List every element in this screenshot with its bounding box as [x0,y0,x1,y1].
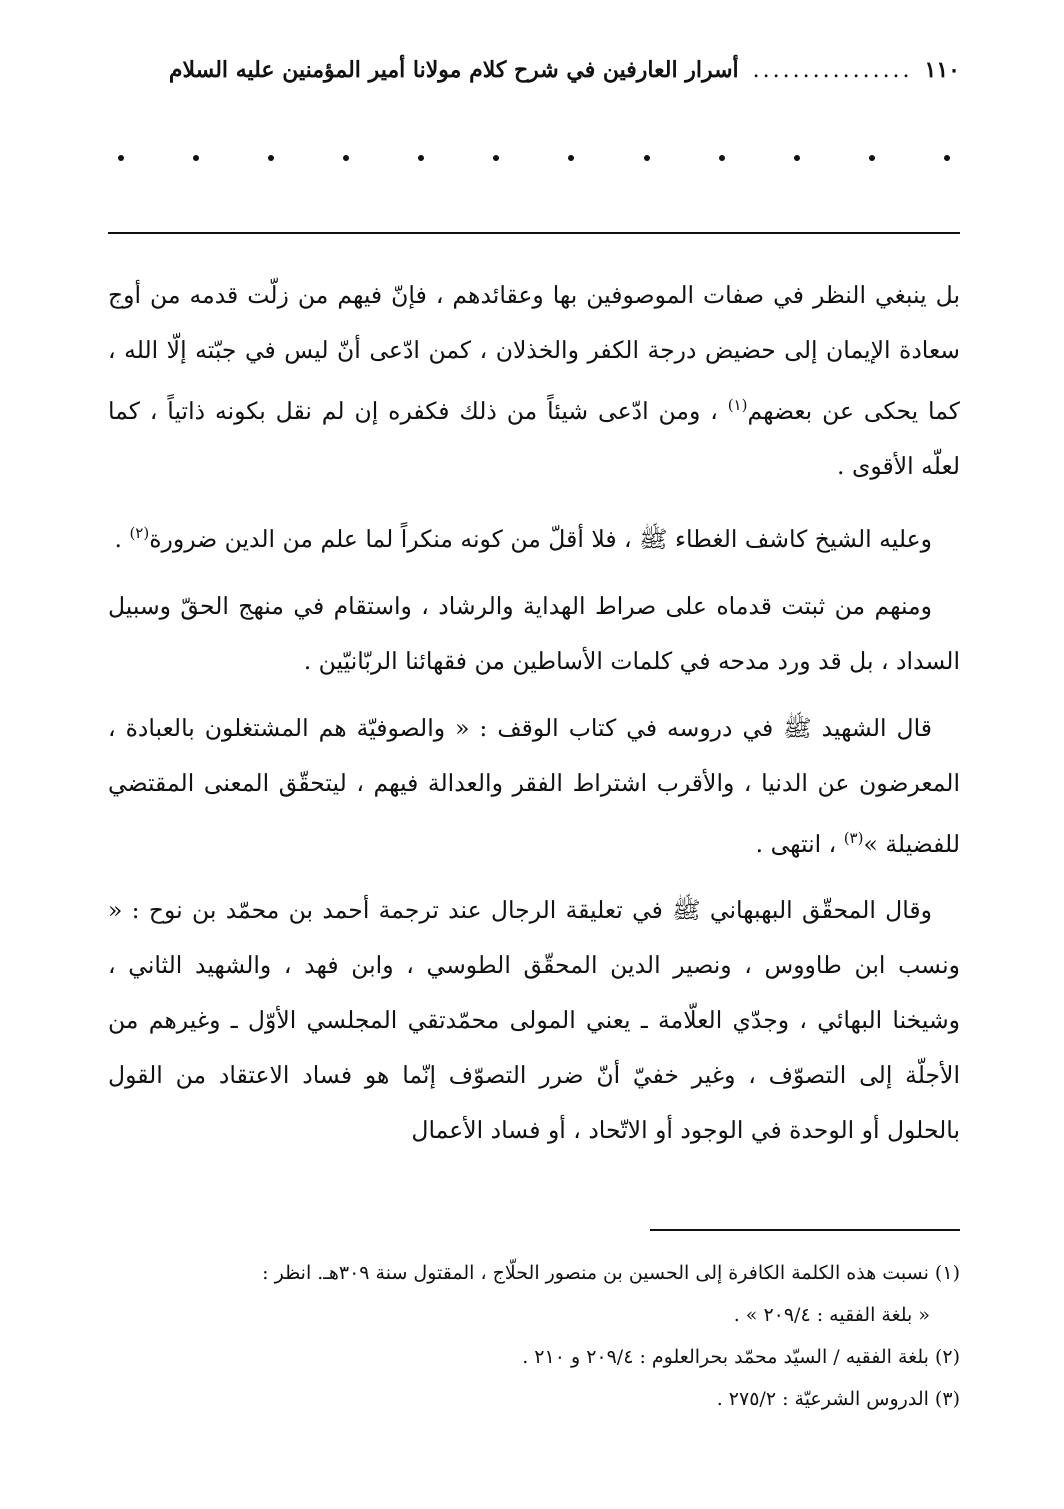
footnote-ref-1: (١) [727,396,748,414]
ornament-dot [418,155,424,161]
footnote-ref-3: (٣) [843,828,864,847]
ornament-dot [343,155,349,161]
paragraph-2 [108,506,960,567]
paragraph-text: ، ومن ادّعى شيئاً من ذلك فكفره إن لم نقل بكونه ذاتياً ، كما لعلّه الأقوى . [108,396,960,480]
paragraph-text: بل ينبغي النظر في صفات الموصوفين بها وعقائدهم ، فإنّ فيهم من زلّت قدمه من أوج سعادة الإيمان إلى حضيض درجة الكفر والخذلان ، كمن ادّعى أنّ ليس في جبّته إلّا الله ، كما يحكى عن بعضهم [108,281,960,425]
footnote-3: (٣) الدروس الشرعيّة : ٢٧٥/٢ . [716,1388,960,1410]
paragraph-3: ومنهم من ثبتت قدماه على صراط الهداية والرشاد ، واستقام في منهج الحقّ وسبيل السداد ، بل قد ورد مدحه في كلمات الأساطين من فقهائنا الربّانيّين . [108,591,960,675]
paragraph-text: ، انتهى . [755,829,837,858]
ornament-dot [268,155,274,161]
ornament-dot [193,155,199,161]
ornament-dot [644,155,650,161]
ornament-dot-row [108,143,960,173]
footnote-1: (١) نسبت هذه الكلمة الكافرة إلى الحسين بن منصور الحلّاج ، المقتول سنة ٣٠٩هـ. انظر : [262,1262,960,1284]
paragraph-text: قال الشهيد ﷺ في دروسه في كتاب الوقف : « والصوفيّة هم المشتغلون بالعبادة ، المعرضون عن الدنيا ، والأقرب اشتراط الفقر والعدالة فيهم ، ليتحقّق المعنى المقتضي للفضيلة » [108,713,960,858]
footnotes [108,1252,960,1420]
ornament-dot [719,155,725,161]
header-divider [108,232,960,234]
paragraph-5: وقال المحقّق البهبهاني ﷺ في تعليقة الرجال عند ترجمة أحمد بن محمّد بن نوح : « ونسب ابن طاووس ، ونصير الدين المحقّق الطوسي ، وابن فهد ، والشهيد الثاني ، وشيخنا البهائي ، وجدّي العلّامة ـ يعني المولى محمّدتقي المجلسي الأوّل ـ وغيرهم من الأجلّة إلى التصوّف ، وغير خفيّ أنّ ضرر التصوّف إنّما هو فساد الاعتقاد من القول بالحلول أو الوحدة في الوجود أو الاتّحاد ، أو فساد الأعمال [108,896,960,1145]
footnote-ref-2: (٢) [129,523,150,542]
footnote-2: (٢) بلغة الفقيه / السيّد محمّد بحرالعلوم : ٢٠٩/٤ و ٢١٠ . [522,1346,960,1368]
ornament-dot [794,155,800,161]
paragraph-text: وعليه الشيخ كاشف الغطاء ﷺ ، فلا أقلّ من كونه منكراً لما علم من الدين ضرورة [149,524,932,553]
ornament-dot [493,155,499,161]
header-leader-dots: ................ [752,57,913,83]
header-title: أسرار العارفين في شرح كلام مولانا أمير المؤمنين عليه السلام [168,57,739,83]
running-header [108,50,960,90]
paragraph-1 [108,268,960,494]
page-number: ١١٠ [924,57,960,83]
ornament-dot [568,155,574,161]
paragraph-text: . [114,524,122,553]
main-text [108,268,960,1170]
footnote-1-continued: « بلغة الفقيه : ٢٠٩/٤ » . [733,1304,930,1326]
ornament-dot [944,155,950,161]
footnote-divider [650,1229,960,1231]
ornament-dot [118,155,124,161]
ornament-dot [869,155,875,161]
paragraph-4 [108,701,960,872]
